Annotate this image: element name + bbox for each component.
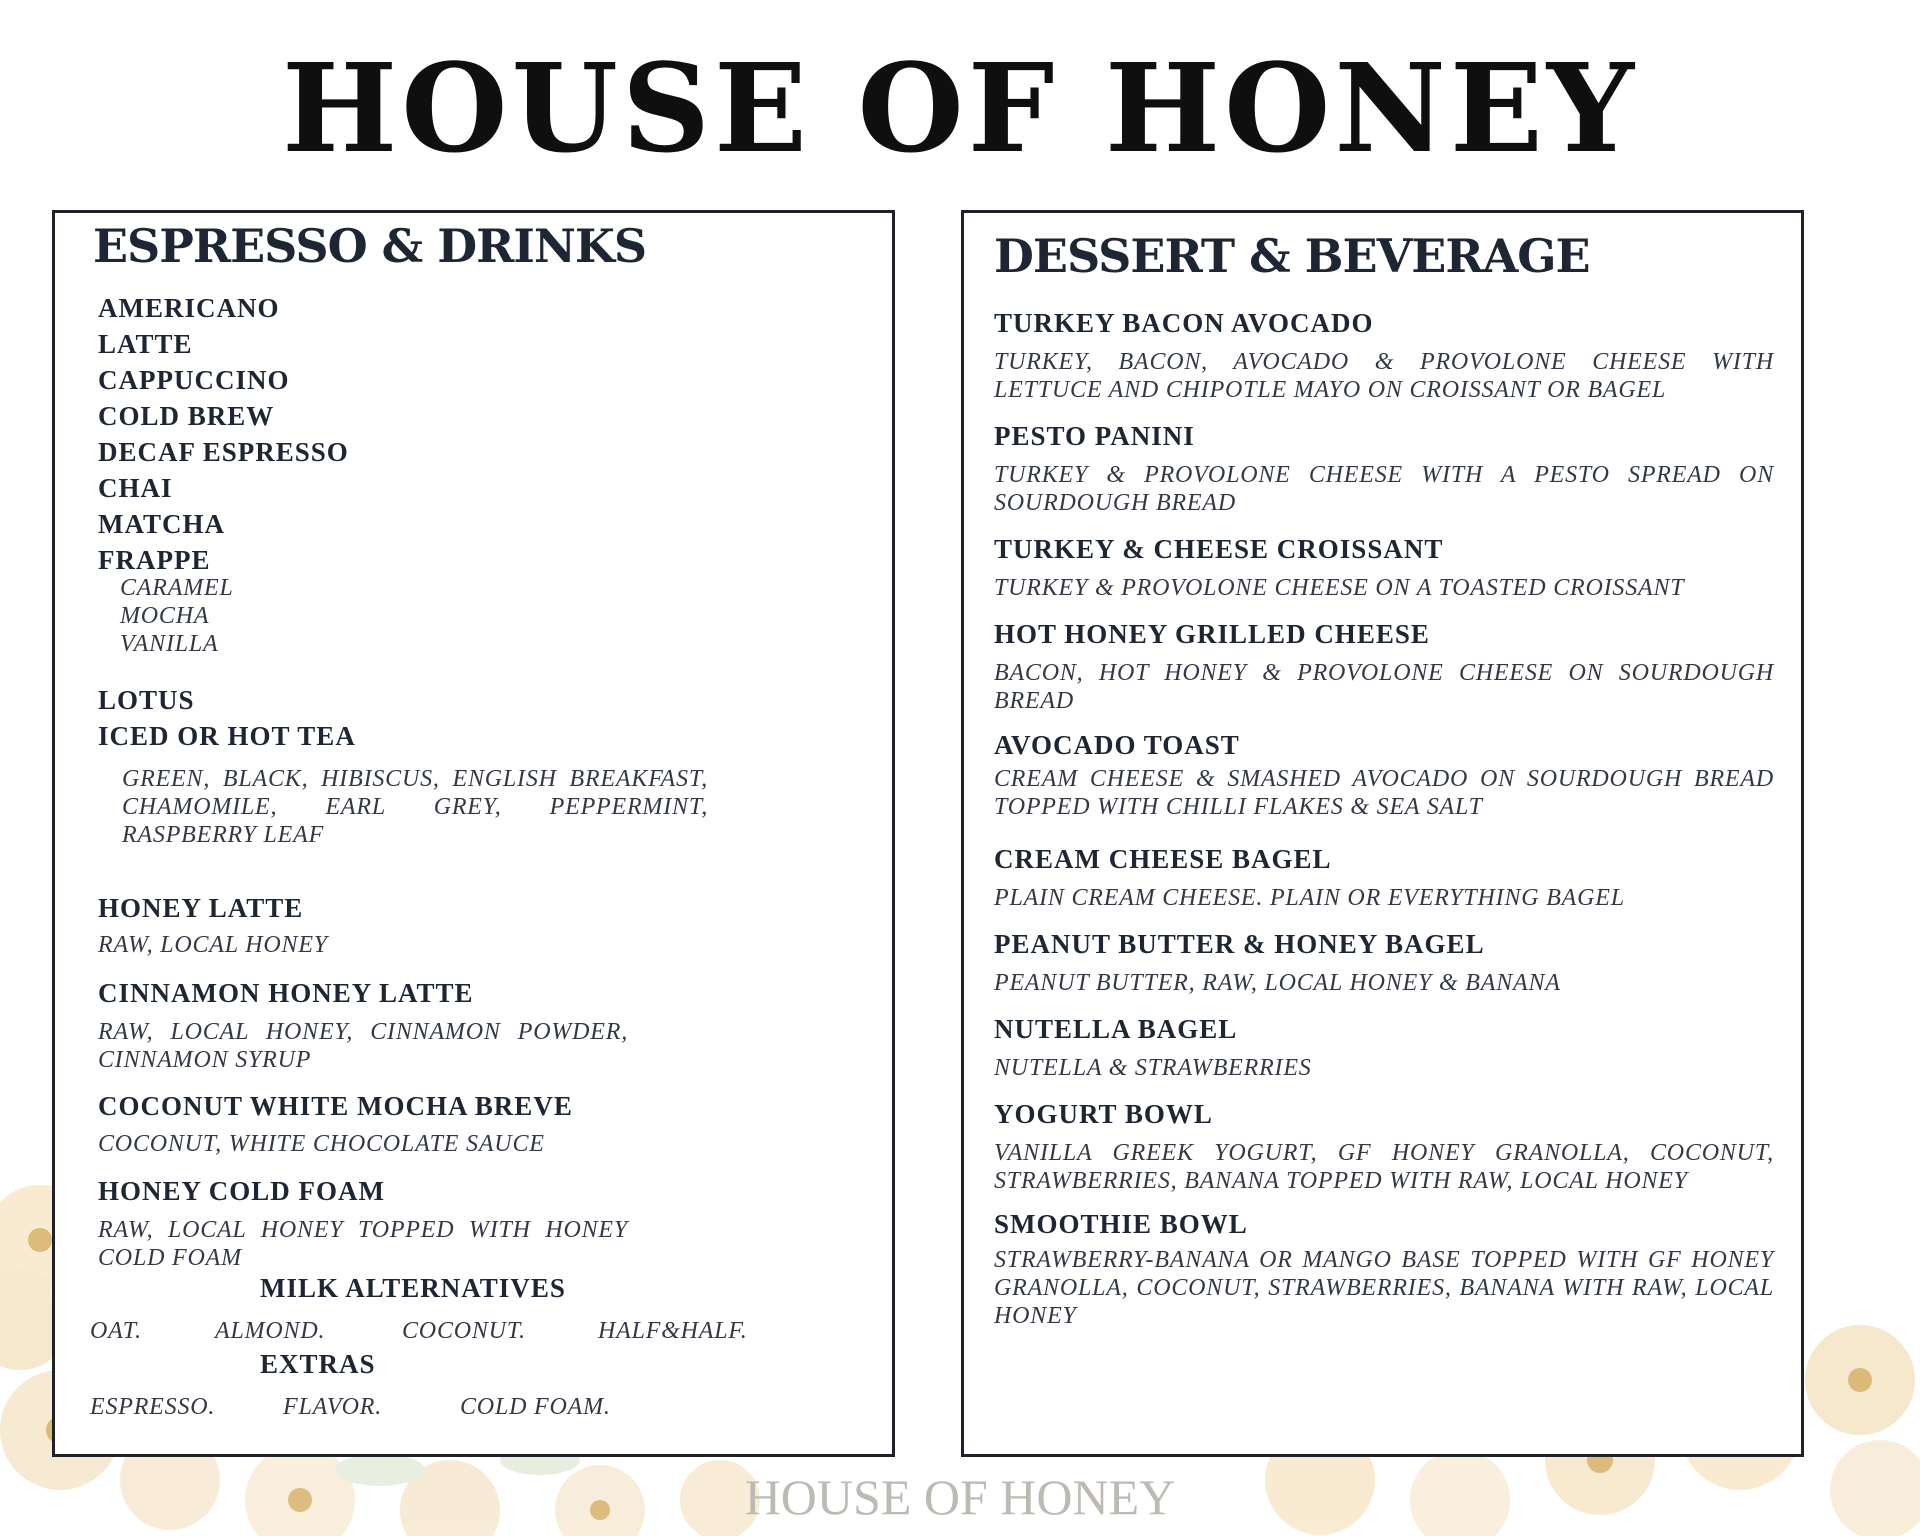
- special-name: COCONUT WHITE MOCHA BREVE: [98, 1091, 573, 1121]
- menu-item: AMERICANO: [98, 293, 280, 323]
- menu-item-description: TURKEY, BACON, AVOCADO & PROVOLONE CHEESE WITH LETTUCE AND CHIPOTLE MAYO ON CROISSANT OR BAGEL: [994, 349, 1774, 403]
- menu-item-name: SMOOTHIE BOWL: [994, 1209, 1248, 1239]
- menu-item-name: HOT HONEY GRILLED CHEESE: [994, 619, 1430, 649]
- menu-item-description: NUTELLA & STRAWBERRIES: [994, 1055, 1312, 1081]
- menu-item-name: TURKEY BACON AVOCADO: [994, 308, 1374, 338]
- dessert-beverage-panel: [961, 210, 1804, 1457]
- menu-item: CAPPUCCINO: [98, 365, 290, 395]
- menu-item-description: CREAM CHEESE & SMASHED AVOCADO ON SOURDOUGH BREAD TOPPED WITH CHILLI FLAKES & SEA SALT: [994, 766, 1774, 820]
- milk-alternatives-heading: MILK ALTERNATIVES: [260, 1273, 566, 1303]
- menu-item: DECAF ESPRESSO: [98, 437, 349, 467]
- extras-heading: EXTRAS: [260, 1349, 376, 1379]
- extras-option: COLD FOAM.: [460, 1394, 611, 1420]
- footer-brand: HOUSE OF HONEY: [744, 1469, 1176, 1525]
- menu-item-description: PEANUT BUTTER, RAW, LOCAL HONEY & BANANA: [994, 970, 1561, 996]
- frappe-flavor: VANILLA: [120, 631, 219, 657]
- espresso-drinks-panel: [52, 210, 895, 1457]
- menu-item: LATTE: [98, 329, 193, 359]
- extras-option: ESPRESSO.: [90, 1394, 216, 1420]
- menu-item-description: VANILLA GREEK YOGURT, GF HONEY GRANOLLA, COCONUT, STRAWBERRIES, BANANA TOPPED WITH RAW, LOCAL HONEY: [994, 1140, 1774, 1194]
- menu-item-description: BACON, HOT HONEY & PROVOLONE CHEESE ON SOURDOUGH BREAD: [994, 660, 1774, 714]
- milk-option: ALMOND.: [215, 1318, 326, 1344]
- menu-item-name: YOGURT BOWL: [994, 1099, 1213, 1129]
- special-name: HONEY LATTE: [98, 893, 304, 923]
- special-description: RAW, LOCAL HONEY TOPPED WITH HONEY COLD FOAM: [98, 1217, 628, 1271]
- milk-option: COCONUT.: [402, 1318, 526, 1344]
- menu-item: FRAPPE: [98, 545, 211, 575]
- frappe-flavor: MOCHA: [120, 603, 210, 629]
- menu-item: MATCHA: [98, 509, 225, 539]
- menu-item-description: PLAIN CREAM CHEESE. PLAIN OR EVERYTHING BAGEL: [994, 885, 1625, 911]
- menu-item: CHAI: [98, 473, 173, 503]
- menu-item-name: TURKEY & CHEESE CROISSANT: [994, 534, 1444, 564]
- menu-item-description: TURKEY & PROVOLONE CHEESE ON A TOASTED CROISSANT: [994, 575, 1685, 601]
- menu-item-description: STRAWBERRY-BANANA OR MANGO BASE TOPPED WITH GF HONEY GRANOLLA, COCONUT, STRAWBERRIES, BANANA WITH RAW, LOCAL HONEY: [994, 1247, 1774, 1329]
- section-heading: ESPRESSO & DRINKS: [93, 219, 647, 273]
- menu-item: ICED OR HOT TEA: [98, 721, 356, 751]
- tea-description: GREEN, BLACK, HIBISCUS, ENGLISH BREAKFAST, CHAMOMILE, EARL GREY, PEPPERMINT, RASPBERRY LEAF: [122, 766, 708, 848]
- special-description: COCONUT, WHITE CHOCOLATE SAUCE: [98, 1131, 545, 1157]
- menu-item-name: PEANUT BUTTER & HONEY BAGEL: [994, 929, 1485, 959]
- extras-option: FLAVOR.: [283, 1394, 383, 1420]
- page-title: HOUSE OF HONEY: [281, 36, 1638, 180]
- menu-item: LOTUS: [98, 685, 195, 715]
- menu-item-name: AVOCADO TOAST: [994, 730, 1240, 760]
- special-description: RAW, LOCAL HONEY: [98, 932, 328, 958]
- menu-item-name: CREAM CHEESE BAGEL: [994, 844, 1332, 874]
- milk-option: HALF&HALF.: [598, 1318, 748, 1344]
- menu-item-name: PESTO PANINI: [994, 421, 1195, 451]
- menu-item: COLD BREW: [98, 401, 275, 431]
- menu-item-name: NUTELLA BAGEL: [994, 1014, 1238, 1044]
- menu-item-description: TURKEY & PROVOLONE CHEESE WITH A PESTO SPREAD ON SOURDOUGH BREAD: [994, 462, 1774, 516]
- special-name: HONEY COLD FOAM: [98, 1176, 385, 1206]
- section-heading: DESSERT & BEVERAGE: [994, 229, 1590, 283]
- special-name: CINNAMON HONEY LATTE: [98, 978, 474, 1008]
- frappe-flavor: CARAMEL: [120, 575, 234, 601]
- special-description: RAW, LOCAL HONEY, CINNAMON POWDER, CINNAMON SYRUP: [98, 1019, 628, 1073]
- milk-option: OAT.: [90, 1318, 142, 1344]
